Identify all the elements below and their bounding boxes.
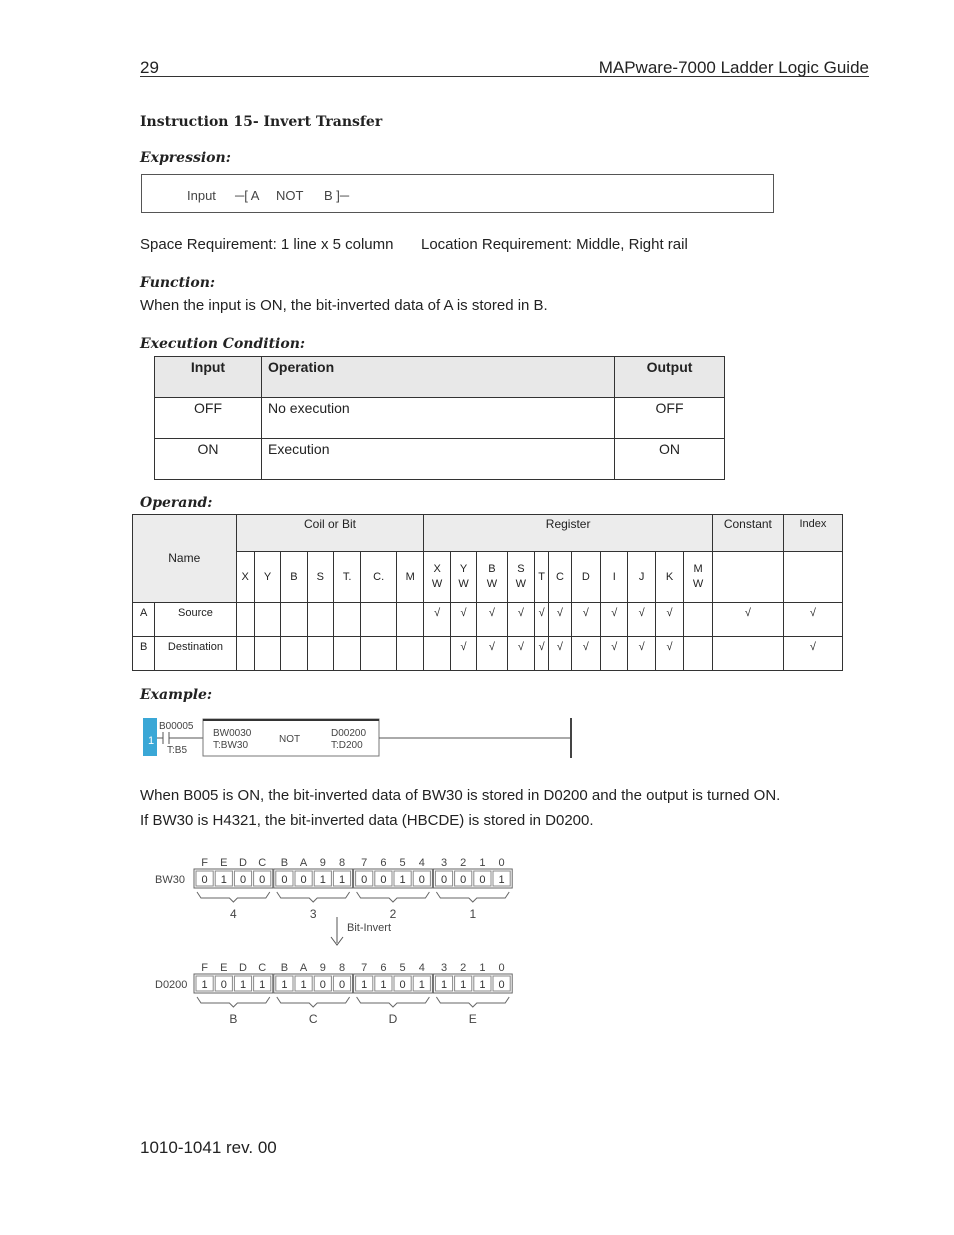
source-nibble-brace (436, 892, 509, 902)
source-bit-value: 0 (380, 874, 387, 886)
register-column-header (450, 552, 476, 603)
source-bit-label: 3 (440, 857, 448, 869)
constant-column-blank (712, 552, 783, 603)
register-cell: √ (601, 603, 628, 637)
register-cell: √ (549, 603, 571, 637)
register-column-header (549, 552, 571, 603)
register-cell: √ (535, 637, 549, 671)
dest-bit-value: 0 (399, 979, 406, 991)
source-bit-label: 4 (418, 857, 425, 869)
source-bit-value: 1 (319, 874, 326, 886)
source-bit-value: 0 (418, 874, 425, 886)
coil-cell (396, 603, 423, 637)
register-column-header (628, 552, 655, 603)
dest-bit-label: 1 (479, 962, 486, 974)
register-column-top: X (433, 563, 441, 575)
register-column-top: M (693, 563, 703, 575)
register-column-bottom: W (458, 578, 469, 590)
operand-group-index: Index (783, 515, 842, 552)
operand-group-register: Register (424, 515, 712, 552)
constant-cell: √ (712, 603, 783, 637)
source-hex-digit: 2 (389, 907, 397, 921)
space-requirement: Space Requirement: 1 line x 5 column (140, 236, 394, 253)
execution-header-operation: Operation (262, 357, 615, 398)
coil-column-header: T. (334, 552, 361, 603)
operand-group-row (133, 515, 843, 552)
function-label: Function: (140, 275, 216, 291)
operand-label: Operand: (140, 495, 213, 511)
dest-bit-label: E (220, 962, 228, 974)
destination-tag: T:D200 (331, 740, 363, 751)
table-row (133, 637, 843, 671)
coil-cell (307, 637, 333, 671)
register-column-header (477, 552, 507, 603)
source-bit-value: 0 (300, 874, 307, 886)
dest-bit-value: 1 (361, 979, 368, 991)
source-bit-label: A (299, 857, 308, 869)
register-column-bottom: W (692, 578, 704, 590)
dest-hex-digit: E (468, 1012, 477, 1025)
source-bit-value: 0 (460, 874, 467, 886)
source-bit-value: 1 (220, 874, 227, 886)
source-bit-value: 0 (361, 874, 368, 886)
index-column-blank (783, 552, 842, 603)
register-column-top: D (581, 570, 590, 583)
source-bit-value: 1 (498, 874, 505, 886)
source-bit-label: 1 (479, 857, 486, 869)
coil-cell (254, 603, 280, 637)
source-address: BW0030 (213, 728, 252, 739)
source-bit-label: 9 (319, 857, 326, 869)
dest-bit-value: 1 (259, 979, 266, 991)
expression-box (141, 174, 774, 213)
ladder-diagram (143, 716, 583, 760)
source-bit-value: 0 (239, 874, 247, 886)
register-column-top: K (665, 570, 674, 583)
register-column-top: B (488, 563, 496, 575)
coil-column-header: X (236, 552, 254, 603)
dest-bit-value: 1 (201, 979, 208, 991)
dest-bit-label: 6 (380, 962, 387, 974)
dest-hex-digit: C (308, 1012, 318, 1025)
register-column-top: I (612, 570, 616, 583)
example-label: Example: (140, 687, 213, 703)
index-cell: √ (783, 637, 842, 671)
dest-bit-label: 5 (399, 962, 406, 974)
dest-register-name: D0200 (155, 979, 188, 991)
dest-bit-label: 9 (319, 962, 326, 974)
source-bit-value: 0 (440, 874, 448, 886)
page-number: 29 (140, 58, 159, 77)
register-cell: √ (424, 603, 450, 637)
source-bit-label: D (239, 857, 247, 869)
location-requirement: Location Requirement: Middle, Right rail (421, 236, 688, 253)
source-bit-value: 0 (201, 874, 208, 886)
coil-cell (281, 603, 307, 637)
source-nibble-brace (357, 892, 430, 902)
source-bit-label: 8 (338, 857, 346, 869)
execution-cell: Execution (262, 439, 615, 480)
register-cell: √ (450, 603, 476, 637)
dest-nibble-brace (277, 997, 350, 1007)
dest-bit-value: 1 (380, 979, 387, 991)
register-cell: √ (628, 603, 655, 637)
register-cell: √ (507, 637, 534, 671)
execution-cell: ON (155, 439, 262, 480)
dest-bit-label: 3 (440, 962, 448, 974)
register-column-header (507, 552, 534, 603)
register-cell: √ (601, 637, 628, 671)
dest-bit-value: 1 (460, 979, 467, 991)
register-column-header (601, 552, 628, 603)
register-cell: √ (655, 603, 683, 637)
register-cell: √ (450, 637, 476, 671)
example-text-1: When B005 is ON, the bit-inverted data of BW30 is stored in D0200 and the output is turned ON. (140, 787, 781, 804)
dest-bit-value: 1 (418, 979, 425, 991)
coil-column-header: S (307, 552, 333, 603)
operand-column-row (133, 552, 843, 603)
register-cell: √ (477, 603, 507, 637)
register-cell: √ (507, 603, 534, 637)
register-cell (684, 637, 713, 671)
register-cell: √ (477, 637, 507, 671)
coil-cell (334, 603, 361, 637)
register-cell: √ (549, 637, 571, 671)
dest-bit-value: 1 (300, 979, 307, 991)
dest-bit-value: 0 (319, 979, 326, 991)
dest-bit-label: 0 (498, 962, 505, 974)
dest-bit-value: 1 (440, 979, 448, 991)
register-cell: √ (571, 603, 600, 637)
expression-operand-a: ─[ A (235, 188, 260, 203)
source-bit-value: 0 (479, 874, 486, 886)
register-column-bottom: W (486, 578, 498, 590)
operand-row-name: Source (155, 603, 236, 637)
register-column-header (571, 552, 600, 603)
operand-row-name: Destination (155, 637, 236, 671)
coil-cell (307, 603, 333, 637)
dest-bit-value: 1 (281, 979, 288, 991)
table-row (133, 603, 843, 637)
index-cell: √ (783, 603, 842, 637)
operand-group-constant: Constant (712, 515, 783, 552)
contact-tag: T:B5 (167, 745, 188, 756)
dest-bit-value: 1 (479, 979, 486, 991)
source-hex-digit: 3 (309, 907, 317, 921)
destination-address: D00200 (331, 728, 367, 739)
execution-cell: OFF (155, 398, 262, 439)
instruction-title: Instruction 15- Invert Transfer (140, 114, 383, 130)
constant-cell (712, 637, 783, 671)
dest-bit-label: D (239, 962, 247, 974)
coil-cell (254, 637, 280, 671)
dest-bit-label: 4 (418, 962, 425, 974)
expression-operand-b: B ]─ (324, 188, 350, 203)
dest-bit-value: 1 (239, 979, 247, 991)
coil-column-header: Y (254, 552, 280, 603)
source-bit-value: 1 (338, 874, 346, 886)
source-bit-label: E (220, 857, 228, 869)
execution-cell: No execution (262, 398, 615, 439)
dest-bit-value: 0 (498, 979, 505, 991)
source-bit-label: 2 (460, 857, 467, 869)
footer-doc-number: 1010-1041 rev. 00 (140, 1138, 277, 1157)
execution-header-input: Input (155, 357, 262, 398)
dest-nibble-brace (436, 997, 509, 1007)
coil-cell (281, 637, 307, 671)
register-cell (684, 603, 713, 637)
dest-bit-value: 0 (338, 979, 346, 991)
register-column-header (684, 552, 713, 603)
operand-table (132, 514, 843, 671)
coil-column-header: B (281, 552, 307, 603)
register-column-top: S (517, 563, 525, 575)
dest-nibble-brace (357, 997, 430, 1007)
dest-bit-label: B (280, 962, 289, 974)
header-rule (140, 76, 869, 77)
register-column-top: J (638, 570, 645, 583)
register-column-top: C (555, 570, 564, 583)
expression-input: Input (187, 188, 216, 203)
dest-bit-value: 0 (220, 979, 227, 991)
contact-address: B00005 (159, 721, 194, 732)
document-title: MAPware-7000 Ladder Logic Guide (598, 58, 869, 77)
register-column-top: Y (459, 563, 468, 575)
dest-bit-label: 8 (338, 962, 346, 974)
execution-label: Execution Condition: (140, 336, 306, 352)
source-tag: T:BW30 (213, 740, 249, 751)
register-column-bottom: W (515, 578, 527, 590)
coil-cell (396, 637, 423, 671)
source-bit-label: 5 (399, 857, 406, 869)
register-cell: √ (628, 637, 655, 671)
register-column-header (535, 552, 549, 603)
dest-bit-label: A (299, 962, 308, 974)
register-cell: √ (571, 637, 600, 671)
bit-invert-diagram (155, 855, 515, 1025)
source-bit-label: F (201, 857, 208, 869)
function-text: When the input is ON, the bit-inverted data of A is stored in B. (140, 297, 548, 314)
coil-column-header: M (396, 552, 423, 603)
coil-column-header: C. (361, 552, 397, 603)
operand-name-header: Name (133, 515, 237, 603)
execution-header-row (155, 357, 725, 398)
dest-nibble-brace (197, 997, 270, 1007)
source-bit-label: C (258, 857, 267, 869)
table-row (155, 439, 725, 480)
source-bit-label: B (280, 857, 289, 869)
source-nibble-brace (197, 892, 270, 902)
coil-cell (334, 637, 361, 671)
execution-header-output: Output (615, 357, 725, 398)
source-bit-label: 6 (380, 857, 387, 869)
register-cell: √ (655, 637, 683, 671)
execution-cell: OFF (615, 398, 725, 439)
invert-arrow-label: Bit-Invert (347, 922, 392, 934)
register-column-header (655, 552, 683, 603)
coil-cell (361, 637, 397, 671)
dest-bit-label: 7 (361, 962, 368, 974)
dest-bit-label: C (258, 962, 267, 974)
register-cell: √ (535, 603, 549, 637)
source-register-name: BW30 (155, 874, 185, 886)
not-operator: NOT (279, 734, 301, 745)
dest-bit-label: 2 (460, 962, 467, 974)
operand-row-id: B (133, 637, 155, 671)
operand-row-id: A (133, 603, 155, 637)
register-column-header (424, 552, 450, 603)
source-hex-digit: 4 (230, 907, 237, 921)
coil-cell (236, 637, 254, 671)
dest-hex-digit: D (388, 1012, 398, 1025)
register-column-top: T (538, 570, 546, 583)
table-row (155, 398, 725, 439)
dest-bit-label: F (201, 962, 208, 974)
source-bit-label: 7 (361, 857, 368, 869)
source-nibble-brace (277, 892, 350, 902)
source-bit-value: 0 (259, 874, 266, 886)
coil-cell (361, 603, 397, 637)
source-bit-label: 0 (498, 857, 505, 869)
rung-number: 1 (148, 735, 155, 747)
example-text-2: If BW30 is H4321, the bit-inverted data (HBCDE) is stored in D0200. (140, 812, 594, 829)
register-cell (424, 637, 450, 671)
operand-group-coil: Coil or Bit (236, 515, 424, 552)
source-bit-value: 1 (399, 874, 406, 886)
source-bit-value: 0 (281, 874, 288, 886)
source-hex-digit: 1 (469, 907, 477, 921)
expression-label: Expression: (140, 150, 231, 166)
expression-operator: NOT (276, 188, 304, 203)
dest-hex-digit: B (229, 1012, 238, 1025)
execution-cell: ON (615, 439, 725, 480)
register-column-bottom: W (431, 578, 443, 590)
execution-table (154, 356, 725, 480)
coil-cell (236, 603, 254, 637)
